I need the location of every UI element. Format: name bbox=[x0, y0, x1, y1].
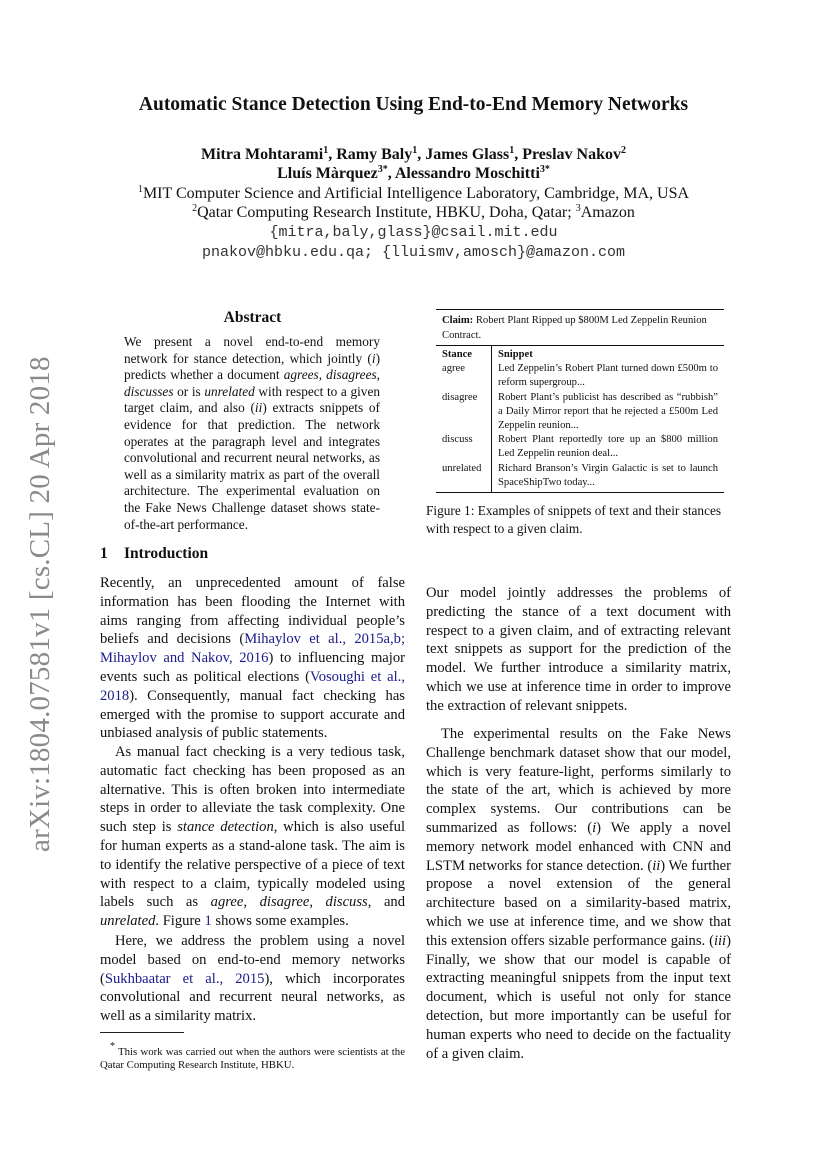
table-row bbox=[436, 462, 724, 492]
intro-paragraph-5: The experimental results on the Fake News Challenge benchmark dataset show that our model, which is very feature-light, performs similarly to the state of the art, which is achieved by more complex systems. Our contributions can be summarized as follows: (i) We apply a novel memory network model enhanced with CNN and LSTM networks for stance detection. (ii) We further propose a novel extension of the general architecture based on a similarity-based matrix, which we use at inference time, and we show that this extension offers sizable performance gains. (iii) Finally, we show that our model is capable of extracting meaningful snippets from the input text document, which is useful not only for stance detection, but more importantly can be useful for human experts who need to decide on the factuality of a given claim. bbox=[426, 726, 731, 1062]
author-affiliation-mark[interactable]: 3* bbox=[377, 164, 388, 175]
figure-reference-link[interactable]: 1 bbox=[204, 913, 212, 930]
claim-row bbox=[436, 310, 724, 345]
citation-link[interactable]: Mihaylov et al., 2015a,b; Mihaylov and Nakov, 2016 bbox=[100, 631, 405, 667]
abstract-heading: Abstract bbox=[223, 309, 282, 326]
claim-label: Claim: bbox=[442, 315, 474, 326]
snippet-cell: Robert Plant’s publicist has described as “rubbish” a Daily Mirror report that he rejected a £500m Led Zeppelin reunion... bbox=[498, 391, 718, 432]
affiliation-text: Qatar Computing Research Institute, HBKU, Doha, Qatar; bbox=[197, 204, 576, 221]
stance-cell: unrelated bbox=[436, 462, 492, 492]
claim-text: Robert Plant Ripped up $800M Led Zeppelin Reunion Contract. bbox=[442, 315, 707, 341]
stance-cell: disagree bbox=[436, 391, 492, 434]
intro-paragraph-2: As manual fact checking is a very tedious task, automatic fact checking has been proposed as an alternative. This is often broken into intermediate steps in order to alleviate the task complexity. One such step is stance detection, which is also useful for human experts as a stand-alone task. The aim is to identify the relative perspective of a piece of text with respect to a claim, typically modeled using labels such as agree, disagree, discuss, and unrelated. Figure 1 shows some examples. bbox=[100, 744, 406, 930]
paper-title: Automatic Stance Detection Using End-to-End Memory Networks bbox=[138, 94, 689, 115]
stance-cell: agree bbox=[436, 362, 492, 390]
citation-link[interactable]: Sukhbaatar et al., 2015 bbox=[104, 970, 265, 987]
author-affiliation-mark: 2 bbox=[621, 145, 626, 156]
intro-paragraph-3: Here, we address the problem using a novel model based on end-to-end memory networks (Sukhbaatar et al., 2015), which incorporates convolutional and recurrent neural networks, as well as a similarity matrix. bbox=[100, 933, 405, 1025]
author-list-line-1: Mitra Mohtarami$^1$, Ramy Baly$^1$, James Glass$^1$, Preslav Nakov$^2$ bbox=[201, 145, 626, 163]
figure-1-table bbox=[436, 309, 724, 493]
affiliation-mark: 3 bbox=[575, 203, 581, 214]
email-line-2: pnakov@hbku.edu.qa; {lluismv,amosch}@amazon.com bbox=[201, 244, 626, 261]
snippet-cell: Robert Plant reportedly tore up an $800 million Led Zeppelin reunion deal... bbox=[498, 434, 718, 460]
affiliation-text: MIT Computer Science and Artificial Intelligence Laboratory, Cambridge, MA, USA bbox=[142, 185, 690, 202]
author-name: Preslav Nakov bbox=[522, 146, 621, 163]
snippet-cell: Richard Branson’s Virgin Galactic is set to launch SpaceShipTwo today... bbox=[498, 462, 718, 488]
affiliation-mark: 1 bbox=[137, 184, 143, 195]
table-row bbox=[436, 433, 724, 461]
author-name: Alessandro Moschitti bbox=[394, 165, 540, 182]
author-affiliation-mark: 1 bbox=[323, 145, 329, 156]
table-row bbox=[436, 362, 724, 390]
column-header-snippet: Snippet bbox=[498, 349, 533, 360]
affiliation-1 bbox=[0, 184, 827, 203]
section-heading-introduction bbox=[100, 545, 208, 563]
citation-link[interactable]: Vosoughi et al., 2018 bbox=[100, 668, 405, 704]
column-header-stance: Stance bbox=[436, 346, 492, 362]
author-list-line-2: Lluís Màrquez$^{3*}$, Alessandro Moschitti$^{3*}$ bbox=[277, 164, 550, 182]
section-title: Introduction bbox=[124, 545, 209, 562]
stance-cell: discuss bbox=[436, 433, 492, 461]
author-name: Ramy Baly bbox=[336, 146, 413, 163]
author-name: Mitra Mohtarami bbox=[201, 146, 324, 163]
author-affiliation-mark: 3* bbox=[539, 164, 550, 175]
author-affiliation-mark: 1 bbox=[412, 145, 418, 156]
footnote: * This work was carried out when the authors were scientists at the Qatar Computing Research Institute, HBKU. bbox=[100, 1040, 405, 1072]
footnote-divider bbox=[100, 1032, 184, 1033]
affiliation-text: Amazon bbox=[580, 204, 635, 221]
table-header-row bbox=[436, 346, 724, 362]
author-name: James Glass bbox=[425, 146, 510, 163]
figure-1-caption: Figure 1: Examples of snippets of text and their stances with respect to a given claim. bbox=[426, 503, 722, 536]
table-row bbox=[436, 391, 724, 434]
author-name: Lluís Màrquez bbox=[277, 165, 378, 182]
email-line-1: {mitra,baly,glass}@csail.mit.edu bbox=[269, 224, 558, 241]
intro-paragraph-4: Our model jointly addresses the problems of predicting the stance of a text document with respect to a given claim, and of extracting relevant text snippets as support for the prediction of the model. We further introduce a similarity matrix, which we use at inference time in order to improve the extraction of relevant snippets. bbox=[426, 585, 731, 714]
section-number: 1 bbox=[100, 545, 108, 562]
affiliation-2 bbox=[0, 203, 827, 222]
author-affiliation-mark: 1 bbox=[509, 145, 515, 156]
arxiv-stamp-text: arXiv:1804.07581v1 [cs.CL] 20 Apr 2018 bbox=[24, 356, 56, 852]
affiliation-mark: 2 bbox=[192, 203, 198, 214]
snippet-cell: Led Zeppelin’s Robert Plant turned down £500m to reform supergroup... bbox=[498, 363, 718, 389]
footnote-mark: * bbox=[110, 1040, 115, 1052]
abstract-body: We present a novel end-to-end memory network for stance detection, which jointly (i) predicts whether a document agrees, disagrees, discusses or is unrelated with respect to a given target claim, and also (ii) extracts snippets of evidence for that prediction. The network operates at the paragraph level and integrates convolutional and recurrent neural networks, as well as a similarity matrix as part of the overall architecture. The experimental evaluation on the Fake News Challenge dataset shows state-of-the-art performance. bbox=[124, 334, 380, 532]
stance-snippet-table bbox=[436, 346, 724, 492]
intro-paragraph-1: Recently, an unprecedented amount of false information has been flooding the Internet with aims ranging from affecting individual people’s beliefs and decisions (Mihaylov et al., 2015a,b; Mihaylov and Nakov, 2016) to influencing major events such as political elections (Vosoughi et al., 2018). Consequently, manual fact checking has emerged with the promise to support accurate and unbiased analysis of public statements. bbox=[100, 575, 405, 742]
arxiv-identifier-stamp bbox=[18, 332, 58, 852]
table-bottom-rule bbox=[436, 492, 724, 493]
